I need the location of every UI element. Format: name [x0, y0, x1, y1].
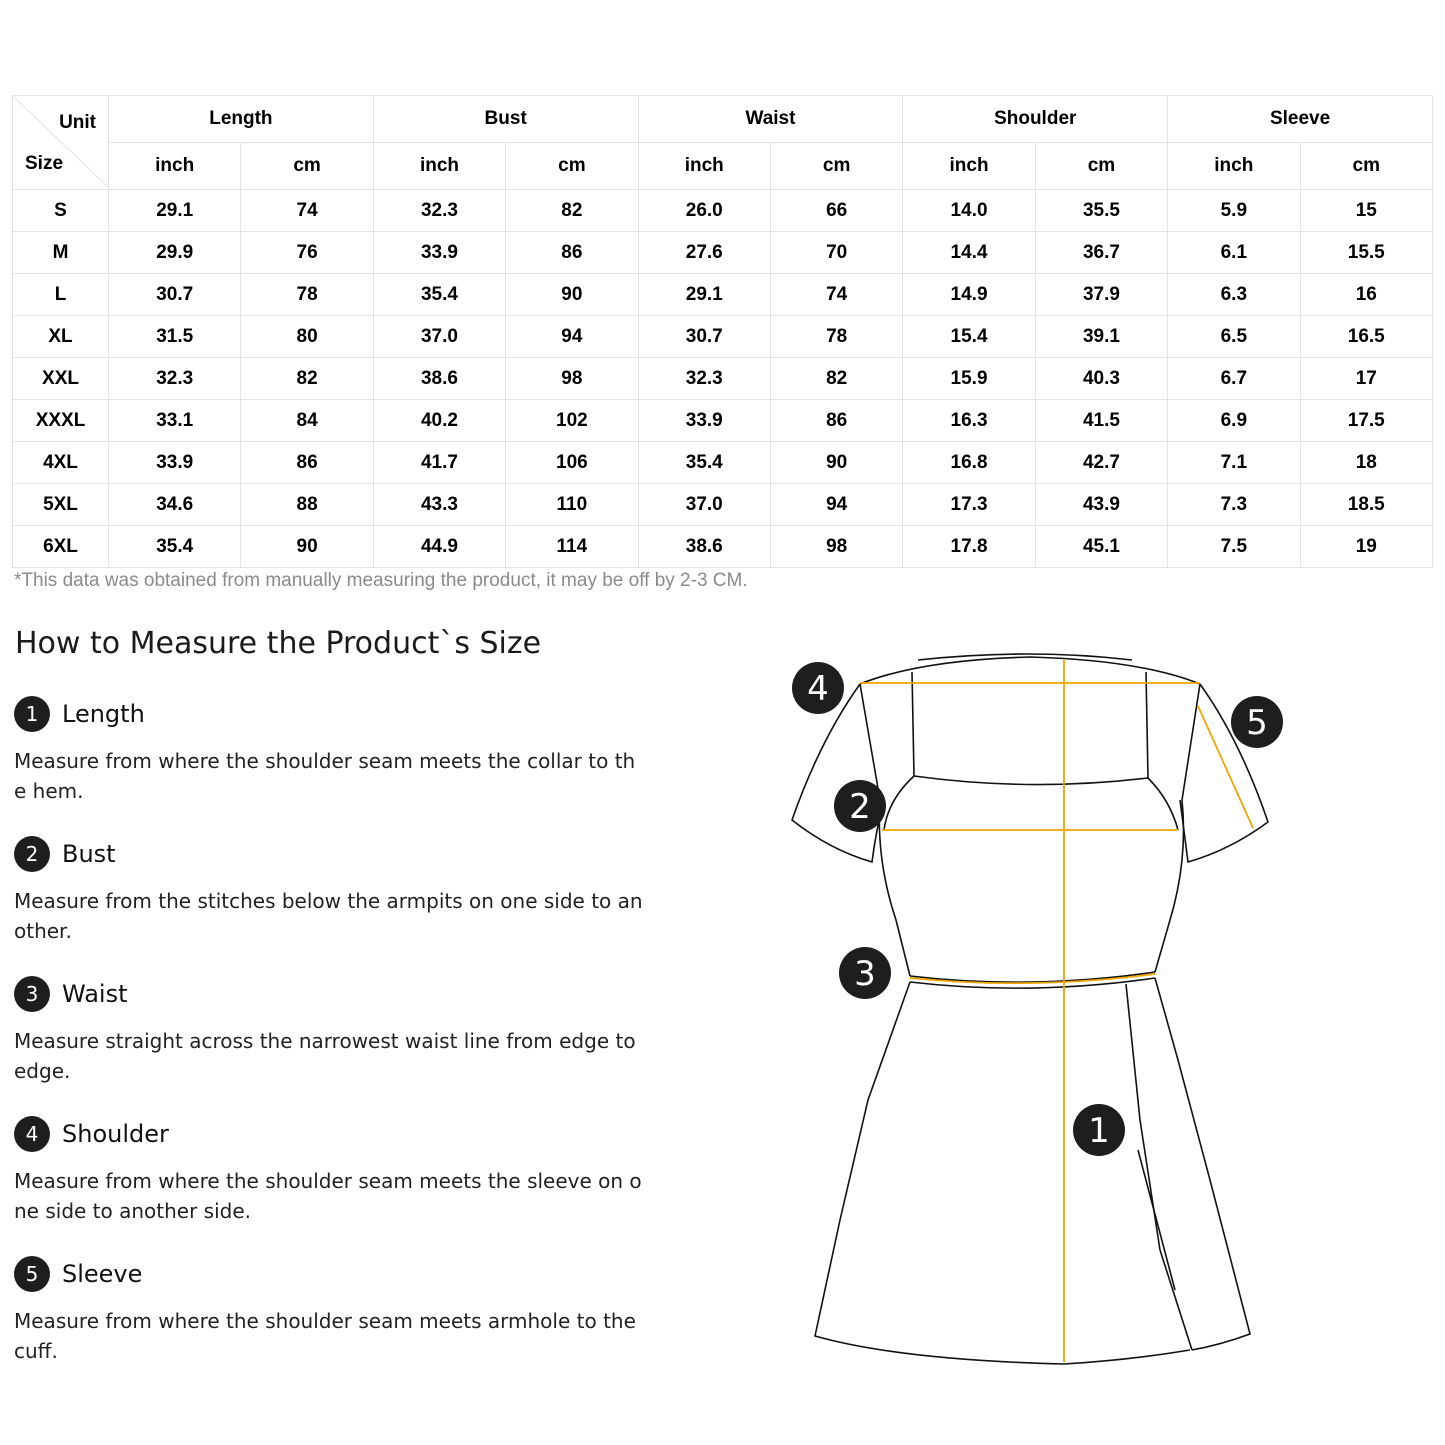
measurement-cell: 29.1 — [638, 274, 770, 316]
measurement-cell: 32.3 — [638, 358, 770, 400]
unit-header-inch: inch — [109, 143, 241, 190]
measurement-note: *This data was obtained from manually measuring the product, it may be off by 2-3 CM. — [14, 570, 748, 591]
measurement-cell: 17.5 — [1300, 400, 1432, 442]
dress-measurement-diagram — [780, 640, 1300, 1380]
measurement-cell: 7.3 — [1168, 484, 1300, 526]
measurement-cell: 16 — [1300, 274, 1432, 316]
unit-header-row — [13, 143, 1433, 190]
size-label-cell: XXXL — [13, 400, 109, 442]
marker-4 — [792, 662, 844, 714]
measurement-cell: 84 — [241, 400, 373, 442]
measurement-cell: 40.2 — [373, 400, 505, 442]
size-label-cell: 6XL — [13, 526, 109, 568]
measurement-cell: 43.3 — [373, 484, 505, 526]
measurement-cell: 90 — [506, 274, 638, 316]
group-header-sleeve: Sleeve — [1168, 96, 1433, 143]
size-label-cell: 5XL — [13, 484, 109, 526]
measurement-cell: 16.5 — [1300, 316, 1432, 358]
step-description: Measure from where the shoulder seam meets armhole to the cuff. — [14, 1309, 636, 1363]
measurement-cell: 16.3 — [903, 400, 1035, 442]
marker-2 — [834, 780, 886, 832]
size-row — [13, 232, 1433, 274]
measurement-cell: 15.5 — [1300, 232, 1432, 274]
unit-header-inch: inch — [373, 143, 505, 190]
measurement-cell: 35.4 — [638, 442, 770, 484]
size-label-cell: M — [13, 232, 109, 274]
size-row — [13, 484, 1433, 526]
size-row — [13, 358, 1433, 400]
group-header-shoulder: Shoulder — [903, 96, 1168, 143]
measurement-cell: 88 — [241, 484, 373, 526]
measurement-cell: 86 — [241, 442, 373, 484]
size-row — [13, 274, 1433, 316]
measurement-cell: 86 — [506, 232, 638, 274]
size-label-cell: 4XL — [13, 442, 109, 484]
step-sleeve — [14, 1256, 646, 1366]
measurement-cell: 37.0 — [373, 316, 505, 358]
measurement-cell: 106 — [506, 442, 638, 484]
unit-header-cm: cm — [1300, 143, 1432, 190]
measurement-cell: 45.1 — [1035, 526, 1167, 568]
measurement-cell: 74 — [241, 190, 373, 232]
measurement-cell: 27.6 — [638, 232, 770, 274]
step-title: Waist — [62, 980, 128, 1008]
unit-header-cm: cm — [1035, 143, 1167, 190]
measurement-cell: 33.9 — [638, 400, 770, 442]
measurement-cell: 32.3 — [373, 190, 505, 232]
measurement-cell: 86 — [770, 400, 902, 442]
step-number-badge: 3 — [14, 976, 50, 1012]
size-label-cell: XXL — [13, 358, 109, 400]
measurement-cell: 30.7 — [109, 274, 241, 316]
measurement-cell: 41.5 — [1035, 400, 1167, 442]
measurement-cell: 42.7 — [1035, 442, 1167, 484]
step-number-badge: 4 — [14, 1116, 50, 1152]
corner-size-label: Size — [25, 153, 64, 174]
table-corner-cell — [13, 96, 109, 190]
step-description: Measure from the stitches below the armpits on one side to another. — [14, 889, 643, 943]
marker-label: 3 — [854, 954, 876, 994]
unit-header-cm: cm — [506, 143, 638, 190]
step-length — [14, 696, 646, 806]
measurement-cell: 102 — [506, 400, 638, 442]
measurement-cell: 6.7 — [1168, 358, 1300, 400]
dress-outline — [792, 654, 1268, 1364]
measurement-cell: 94 — [770, 484, 902, 526]
measurement-cell: 15.9 — [903, 358, 1035, 400]
step-number-badge: 5 — [14, 1256, 50, 1292]
measurement-cell: 98 — [506, 358, 638, 400]
corner-unit-label: Unit — [59, 112, 96, 133]
measurement-cell: 5.9 — [1168, 190, 1300, 232]
measurement-cell: 29.9 — [109, 232, 241, 274]
measurement-cell: 35.4 — [109, 526, 241, 568]
step-description: Measure straight across the narrowest waist line from edge to edge. — [14, 1029, 636, 1083]
size-rows — [13, 190, 1433, 568]
marker-1 — [1073, 1104, 1125, 1156]
measurement-cell: 17.3 — [903, 484, 1035, 526]
step-bust — [14, 836, 646, 946]
measurement-cell: 36.7 — [1035, 232, 1167, 274]
measurement-cell: 37.0 — [638, 484, 770, 526]
measurement-cell: 18 — [1300, 442, 1432, 484]
how-to-measure-title: How to Measure the Product`s Size — [15, 626, 542, 661]
marker-5 — [1231, 696, 1283, 748]
measurement-lines — [860, 660, 1253, 1362]
measurement-cell: 7.5 — [1168, 526, 1300, 568]
measurement-cell: 98 — [770, 526, 902, 568]
measurement-cell: 32.3 — [109, 358, 241, 400]
measurement-cell: 18.5 — [1300, 484, 1432, 526]
measurement-cell: 82 — [770, 358, 902, 400]
size-row — [13, 190, 1433, 232]
measurement-cell: 26.0 — [638, 190, 770, 232]
measurement-cell: 14.0 — [903, 190, 1035, 232]
size-label-cell: XL — [13, 316, 109, 358]
measurement-cell: 82 — [506, 190, 638, 232]
measurement-cell: 30.7 — [638, 316, 770, 358]
step-title: Sleeve — [62, 1260, 143, 1288]
measurement-cell: 37.9 — [1035, 274, 1167, 316]
measurement-cell: 80 — [241, 316, 373, 358]
measurement-cell: 14.4 — [903, 232, 1035, 274]
measurement-cell: 39.1 — [1035, 316, 1167, 358]
measurement-cell: 82 — [241, 358, 373, 400]
size-row — [13, 316, 1433, 358]
measurement-cell: 38.6 — [638, 526, 770, 568]
size-label-cell: S — [13, 190, 109, 232]
measurement-cell: 15.4 — [903, 316, 1035, 358]
measurement-cell: 33.9 — [373, 232, 505, 274]
step-number-badge: 1 — [14, 696, 50, 732]
measurement-cell: 33.9 — [109, 442, 241, 484]
measurement-cell: 6.9 — [1168, 400, 1300, 442]
measurement-cell: 35.4 — [373, 274, 505, 316]
measurement-cell: 35.5 — [1035, 190, 1167, 232]
measurement-cell: 90 — [241, 526, 373, 568]
measurement-cell: 114 — [506, 526, 638, 568]
step-shoulder — [14, 1116, 646, 1226]
measurement-cell: 17 — [1300, 358, 1432, 400]
measurement-cell: 44.9 — [373, 526, 505, 568]
measurement-cell: 94 — [506, 316, 638, 358]
group-header-bust: Bust — [373, 96, 638, 143]
measurement-cell: 14.9 — [903, 274, 1035, 316]
measurement-cell: 38.6 — [373, 358, 505, 400]
measurement-cell: 74 — [770, 274, 902, 316]
measurement-cell: 16.8 — [903, 442, 1035, 484]
marker-label: 4 — [807, 669, 829, 709]
measurement-cell: 19 — [1300, 526, 1432, 568]
measurement-cell: 70 — [770, 232, 902, 274]
size-label-cell: L — [13, 274, 109, 316]
marker-label: 5 — [1246, 703, 1268, 743]
unit-header-cm: cm — [770, 143, 902, 190]
marker-label: 2 — [849, 787, 871, 827]
step-description: Measure from where the shoulder seam meets the sleeve on one side to another side. — [14, 1169, 642, 1223]
measurement-cell: 31.5 — [109, 316, 241, 358]
marker-3 — [839, 947, 891, 999]
group-header-waist: Waist — [638, 96, 903, 143]
size-chart-table — [12, 95, 1433, 568]
measurement-cell: 34.6 — [109, 484, 241, 526]
measurement-cell: 90 — [770, 442, 902, 484]
measurement-group-row — [13, 96, 1433, 143]
marker-label: 1 — [1088, 1111, 1110, 1151]
measurement-cell: 29.1 — [109, 190, 241, 232]
step-description: Measure from where the shoulder seam meets the collar to the hem. — [14, 749, 636, 803]
size-row — [13, 526, 1433, 568]
unit-header-inch: inch — [903, 143, 1035, 190]
measurement-cell: 43.9 — [1035, 484, 1167, 526]
measurement-cell: 6.3 — [1168, 274, 1300, 316]
measurement-cell: 76 — [241, 232, 373, 274]
measurement-cell: 110 — [506, 484, 638, 526]
step-waist — [14, 976, 646, 1086]
step-title: Bust — [62, 840, 116, 868]
measurement-cell: 17.8 — [903, 526, 1035, 568]
measurement-cell: 6.5 — [1168, 316, 1300, 358]
measurement-cell: 41.7 — [373, 442, 505, 484]
step-title: Length — [62, 700, 145, 728]
measurement-cell: 33.1 — [109, 400, 241, 442]
unit-header-inch: inch — [638, 143, 770, 190]
unit-header-cm: cm — [241, 143, 373, 190]
size-row — [13, 400, 1433, 442]
measurement-cell: 7.1 — [1168, 442, 1300, 484]
size-row — [13, 442, 1433, 484]
measurement-cell: 15 — [1300, 190, 1432, 232]
measurement-cell: 6.1 — [1168, 232, 1300, 274]
step-title: Shoulder — [62, 1120, 169, 1148]
group-header-length: Length — [109, 96, 374, 143]
measurement-cell: 78 — [241, 274, 373, 316]
measurement-cell: 78 — [770, 316, 902, 358]
measurement-cell: 66 — [770, 190, 902, 232]
measurement-cell: 40.3 — [1035, 358, 1167, 400]
step-number-badge: 2 — [14, 836, 50, 872]
unit-header-inch: inch — [1168, 143, 1300, 190]
